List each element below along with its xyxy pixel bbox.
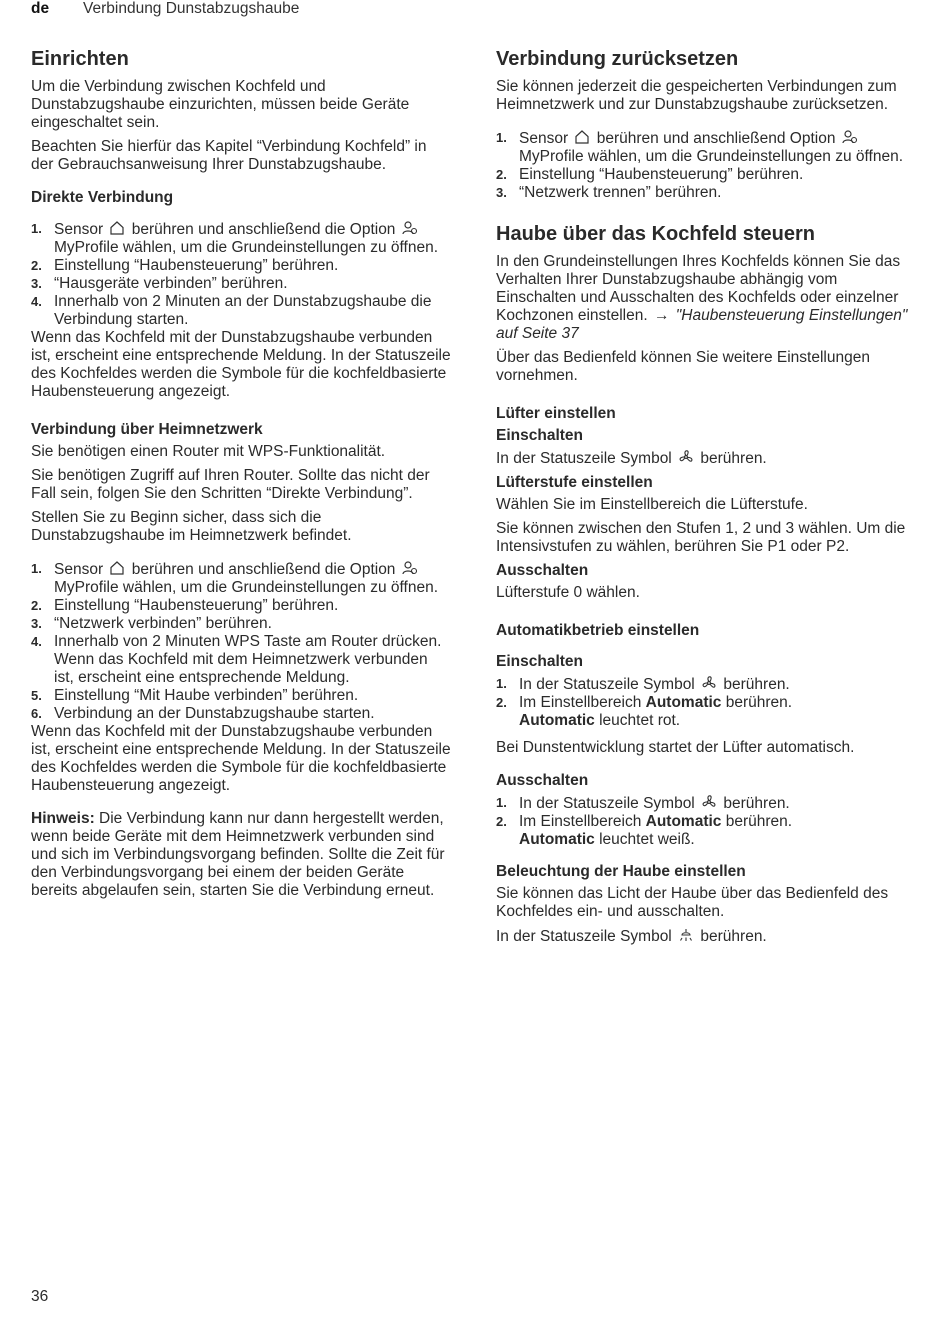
- page-number: 36: [31, 1288, 49, 1305]
- list-item: 4. Innerhalb von 2 Minuten an der Dunstabzugshaube die Verbindung starten.: [31, 293, 432, 328]
- heading-haube-steuern: Haube über das Kochfeld steuern: [496, 223, 815, 245]
- heading-luefter-ausschalten: Ausschalten: [496, 562, 589, 579]
- heading-luefter-einstellen: Lüfter einstellen: [496, 405, 616, 422]
- luefter-einschalten-text: In der Statuszeile Symbol berühren.: [496, 450, 767, 467]
- heimnetz-steps: [31, 560, 451, 723]
- list-item: 6. Verbindung an der Dunstabzugshaube starten.: [31, 705, 375, 722]
- luefterstufe-text-2: Sie können zwischen den Stufen 1, 2 und 3 wählen. Um die Intensivstufen zu wählen, berühren Sie P1 oder P2.: [496, 520, 906, 555]
- einrichten-text-1: Um die Verbindung zwischen Kochfeld und Dunstabzugshaube einzurichten, müssen beide Geräte eingeschaltet sein.: [31, 78, 410, 131]
- heading-beleuchtung: Beleuchtung der Haube einstellen: [496, 863, 746, 880]
- fan-icon: [701, 794, 717, 810]
- header-title: Verbindung Dunstabzugshaube: [83, 0, 300, 17]
- list-item: 2. Einstellung “Haubensteuerung” berühren.: [31, 257, 339, 274]
- list-item: 3. “Netzwerk verbinden” berühren.: [31, 615, 272, 632]
- arrow-right-icon: →: [653, 307, 670, 324]
- hinweis-label: Hinweis:: [31, 810, 95, 827]
- list-item: 1. In der Statuszeile Symbol berühren.: [496, 795, 790, 812]
- home-icon: [109, 560, 125, 576]
- language-tag: de: [31, 0, 50, 17]
- steuern-text-1: In den Grundeinstellungen Ihres Kochfelds können Sie das Verhalten Ihrer Dunstabzugshaube abhängig vom Einschalten und Ausschalten des Kochfelds oder einzelner Kochzonen einstellen. → "Haubensteuerung Einstellungen" auf Seite 37: [496, 253, 908, 342]
- list-item: 1. In der Statuszeile Symbol berühren.: [496, 676, 790, 693]
- heading-automatik-einschalten: Einschalten: [496, 653, 583, 670]
- luefterstufe-text-1: Wählen Sie im Einstellbereich die Lüfterstufe.: [496, 496, 808, 513]
- list-item: 1. Sensor berühren und anschließend die Option MyProfile wählen, um die Grundeinstellungen zu öffnen.: [31, 561, 438, 596]
- list-item: 3. “Netzwerk trennen” berühren.: [496, 184, 722, 201]
- left-column: [31, 47, 451, 906]
- heading-luefter-einschalten: Einschalten: [496, 427, 583, 444]
- heading-direkte-verbindung: Direkte Verbindung: [31, 189, 174, 206]
- list-item: 2. Einstellung “Haubensteuerung” berühren.: [496, 166, 804, 183]
- automatik-ein-steps: [496, 675, 916, 730]
- heimnetz-result: Wenn das Kochfeld mit der Dunstabzugshaube verbunden ist, erscheint eine entsprechende Meldung. In der Statuszeile des Kochfeldes werden die Symbole für die kochfeldbasierte Haubensteuerung angezeigt.: [31, 723, 451, 794]
- list-item: 2. Im Einstellbereich Automatic berühren. Automatic leuchtet weiß.: [496, 813, 793, 848]
- reset-steps: [496, 129, 916, 202]
- list-item: 2. Im Einstellbereich Automatic berühren. Automatic leuchtet rot.: [496, 694, 793, 729]
- einrichten-text-2: Beachten Sie hierfür das Kapitel “Verbindung Kochfeld” in der Gebrauchsanweisung Ihrer Dunstabzugshaube.: [31, 138, 427, 173]
- list-item: 5. Einstellung “Mit Haube verbinden” berühren.: [31, 687, 359, 704]
- heading-verbindung-zuruecksetzen: Verbindung zurücksetzen: [496, 48, 739, 70]
- myprofile-icon: [402, 560, 418, 576]
- direkte-verbindung-result: Wenn das Kochfeld mit der Dunstabzugshaube verbunden ist, erscheint eine entsprechende Meldung. In der Statuszeile des Kochfeldes werden die Symbole für die kochfeldbasierte Haubensteuerung angezeigt.: [31, 329, 451, 400]
- heading-automatikbetrieb: Automatikbetrieb einstellen: [496, 622, 700, 639]
- direkte-verbindung-steps: [31, 220, 451, 329]
- page-header: [31, 0, 300, 18]
- heading-luefterstufe: Lüfterstufe einstellen: [496, 474, 653, 491]
- list-item: 1. Sensor berühren und anschließend Option MyProfile wählen, um die Grundeinstellungen zu öffnen.: [496, 130, 903, 165]
- light-icon: [678, 927, 694, 943]
- list-item: 4. Innerhalb von 2 Minuten WPS Taste am Router drücken. Wenn das Kochfeld mit dem Heimnetzwerk verbunden ist, erscheint eine entsprechende Meldung.: [31, 633, 442, 686]
- automatik-aus-steps: [496, 794, 916, 849]
- heading-automatik-ausschalten: Ausschalten: [496, 772, 589, 789]
- reset-text: Sie können jederzeit die gespeicherten Verbindungen zum Heimnetzwerk und zur Dunstabzugshaube zurücksetzen.: [496, 78, 897, 113]
- heimnetz-text-3: Stellen Sie zu Beginn sicher, dass sich die Dunstabzugshaube im Heimnetzwerk befindet.: [31, 509, 352, 544]
- step-result: Wenn das Kochfeld mit dem Heimnetzwerk verbunden ist, erscheint eine entsprechende Meldung.: [54, 651, 428, 686]
- heading-einrichten: Einrichten: [31, 48, 129, 70]
- list-item: 3. “Hausgeräte verbinden” berühren.: [31, 275, 288, 292]
- fan-icon: [678, 449, 694, 465]
- list-item: 1. Sensor berühren und anschließend die Option MyProfile wählen, um die Grundeinstellungen zu öffnen.: [31, 221, 438, 256]
- right-column: [496, 47, 916, 952]
- steuern-text-2: Über das Bedienfeld können Sie weitere Einstellungen vornehmen.: [496, 349, 870, 384]
- heimnetz-text-1: Sie benötigen einen Router mit WPS-Funktionalität.: [31, 443, 386, 460]
- beleuchtung-text-1: Sie können das Licht der Haube über das Bedienfeld des Kochfeldes ein- und ausschalten.: [496, 885, 889, 920]
- heading-verbindung-heimnetzwerk: Verbindung über Heimnetzwerk: [31, 421, 263, 438]
- myprofile-icon: [402, 220, 418, 236]
- home-icon: [574, 129, 590, 145]
- list-item: 2. Einstellung “Haubensteuerung” berühren.: [31, 597, 339, 614]
- home-icon: [109, 220, 125, 236]
- hinweis-note: Hinweis: Die Verbindung kann nur dann hergestellt werden, wenn beide Geräte mit dem Heimnetzwerk verbunden sind und sich im Verbindungsvorgang befinden. Sollte die Zeit für den Verbindungsvorgang bei einem der beiden Geräte bereits abgelaufen sein, starten Sie die Verbindung erneut.: [31, 810, 445, 899]
- fan-icon: [701, 675, 717, 691]
- luefter-ausschalten-text: Lüfterstufe 0 wählen.: [496, 584, 640, 601]
- page-reference-link[interactable]: "Haubensteuerung Einstellungen" auf Seite 37: [496, 307, 908, 342]
- myprofile-icon: [842, 129, 858, 145]
- beleuchtung-text-2: In der Statuszeile Symbol berühren.: [496, 928, 767, 945]
- automatik-ein-result: Bei Dunstentwicklung startet der Lüfter automatisch.: [496, 739, 855, 756]
- heimnetz-text-2: Sie benötigen Zugriff auf Ihren Router. Sollte das nicht der Fall sein, folgen Sie den Schritten “Direkte Verbindung”.: [31, 467, 430, 502]
